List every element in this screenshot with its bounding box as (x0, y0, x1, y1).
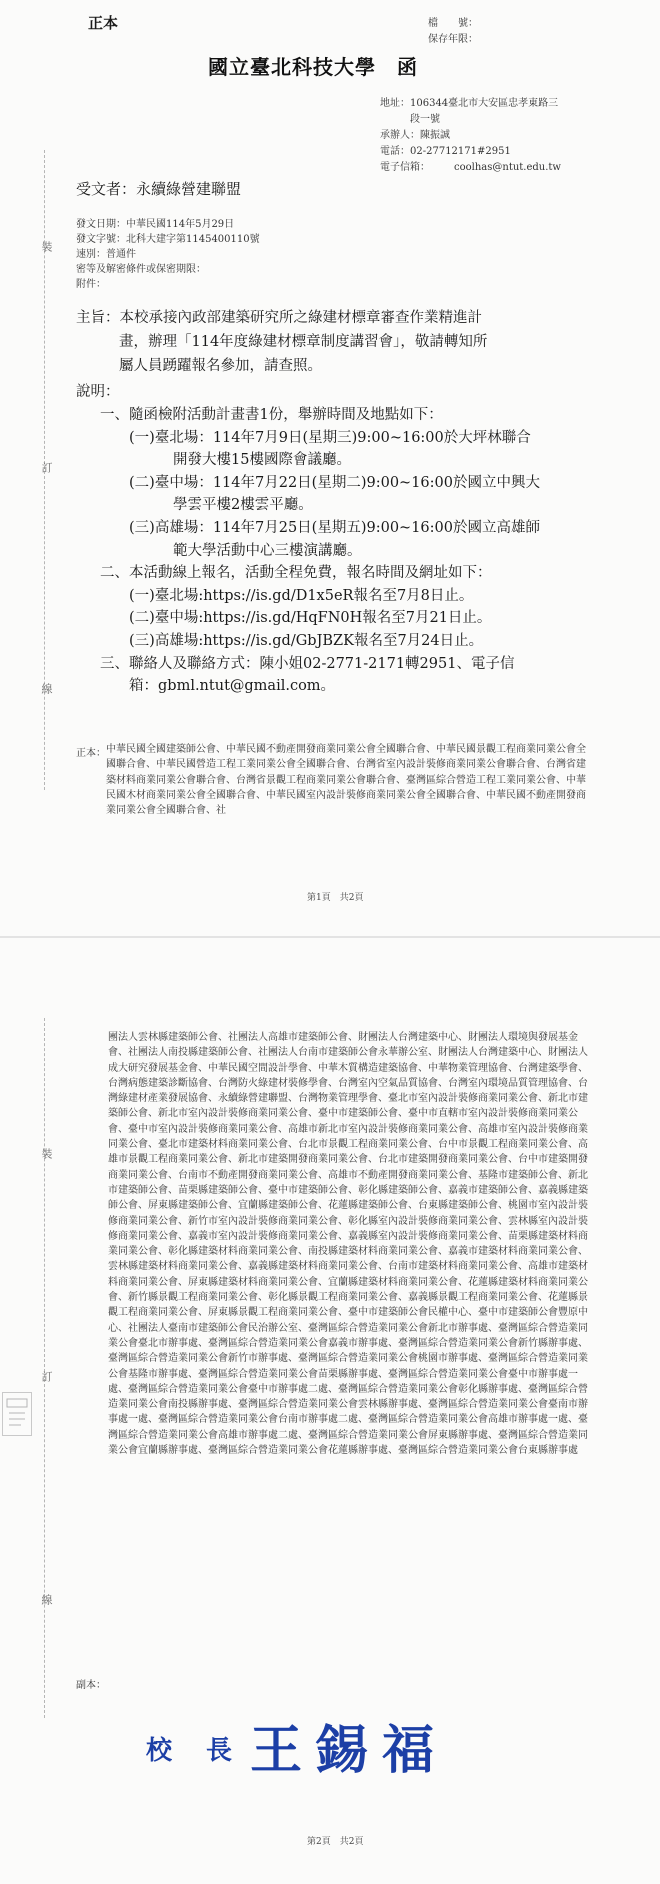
handler-name: 陳振誠 (420, 130, 450, 141)
email-value: coolhas@ntut.edu.tw (454, 162, 561, 173)
cc-list: 中華民國全國建築師公會、中華民國不動產開發商業同業公會全國聯合會、中華民國景觀工程商業同業公會全國聯合會、中華民國營造工程工業同業公會全國聯合會、台灣省室內設計裝修商業同業公會聯合會、台灣省建築材料商業同業公會聯合會、台灣省景觀工程商業同業公會聯合會、臺灣區綜合營造工程工業同業公會、中華民國木材商業同業公會全國聯合會、中華民國室內設計裝修商業同業公會全國聯合會、中華民國不動產開發商業同業公會全國聯合會、社 (106, 744, 586, 817)
binding-line (44, 1018, 45, 1718)
binding-mark: 線 (40, 1594, 53, 1605)
docno-label: 發文字號： (76, 234, 126, 245)
president-title: 校 長 (146, 1736, 237, 1766)
address-line2: 段一號 (410, 114, 440, 125)
document-page-2 (0, 938, 660, 1884)
attachment-label: 附件： (76, 279, 106, 290)
document-title: 國立臺北科技大學 函 (208, 55, 418, 79)
recipient-label: 受文者： (76, 180, 137, 198)
explain-item-2b: (二)臺中場:https://is.gd/HqFN0H報名至7月21日止。 (129, 610, 492, 627)
copy-label: 正本 (88, 14, 119, 32)
explain-label: 說明： (76, 384, 120, 400)
explain-item-1b-cont: 學雲平樓2樓雲平廳。 (173, 497, 313, 514)
explain-item-1: 一、隨函檢附活動計畫書1份，舉辦時間及地點如下： (100, 407, 443, 423)
explain-item-1c: (三)高雄場：114年7月25日(星期五)9:00~16:00於國立高雄師 (129, 519, 540, 536)
sender-info (380, 96, 561, 176)
secret-label: 密等及解密條件或保密期限： (76, 264, 206, 275)
president-name: 王錫福 (250, 1720, 449, 1781)
date-label: 發文日期： (76, 219, 126, 230)
received-stamp (2, 1392, 32, 1436)
explain-item-3: 三、聯絡人及聯絡方式：陳小姐02-2771-2171轉2951、電子信 (100, 655, 515, 672)
explain-item-2c: (三)高雄場:https://is.gd/GbJBZK報名至7月24日止。 (129, 632, 484, 649)
binding-mark: 裝 (40, 1148, 53, 1159)
retention-label: 保存年限： (428, 34, 478, 45)
subject-line: 主旨：本校承接內政部建築研究所之綠建材標章審查作業精進計 (76, 310, 482, 326)
document-page-1 (0, 0, 660, 938)
page-number: 第2頁 共2頁 (307, 1837, 364, 1847)
explain-item-1a: (一)臺北場：114年7月9日(星期三)9:00~16:00於大坪林聯合 (129, 429, 531, 446)
explain-item-1a-cont: 開發大樓15樓國際會議廳。 (173, 452, 351, 469)
subject-block (76, 306, 487, 378)
cc-label: 正本： (76, 748, 106, 759)
address-line1: 106344臺北市大安區忠孝東路三 (410, 98, 559, 109)
document-meta (76, 217, 260, 292)
binding-mark: 訂 (40, 462, 53, 473)
phone-value: 02-27712171#2951 (410, 146, 511, 157)
binding-mark: 線 (40, 683, 53, 694)
subject-line: 畫，辦理「114年度綠建材標章制度講習會」，敬請轉知所 (119, 334, 488, 350)
address-label: 地址： (380, 98, 410, 109)
file-no-label: 檔 號： (428, 18, 478, 29)
cc-list-continued: 團法人雲林縣建築師公會、社團法人高雄市建築師公會、財團法人台灣建築中心、財團法人環境與發展基金會、社團法人南投縣建築師公會、社團法人台南市建築師公會永華辦公室、財團法人台灣建築中心、財團法人成大研究發展基金會、中華民國空間設計學會、中華木質構造建築協會、中華物業管理協會、台灣建築學會、台灣病態建築診斷協會、台灣防火綠建材裝修學會、台灣室內空氣品質協會、台灣室內環境品質管理協會、台灣綠建材產業發展協會、永續綠營建聯盟、台灣物業管理學會、臺北市室內設計裝修商業同業公會、新北市建築師公會、新北市室內設計裝修商業同業公會、臺中市建築師公會、臺中市直轄市室內設計裝修商業同業公會、臺中市室內設計裝修商業同業公會、高雄市新北市室內設計裝修商業同業公會、高雄市室內設計裝修商業同業公會、臺北市建築材料商業同業公會、台北市景觀工程商業同業公會、台中市景觀工程商業同業公會、高雄市景觀工程商業同業公會、新北市建築開發商業同業公會、台北市建築開發商業同業公會、台中市建築開發商業同業公會、台南市不動產開發商業同業公會、高雄市不動產開發商業同業公會、基隆市建築師公會、新北市建築師公會、苗栗縣建築師公會、臺中市建築師公會、彰化縣建築師公會、嘉義市建築師公會、嘉義縣建築師公會、屏東縣建築師公會、宜蘭縣建築師公會、花蓮縣建築師公會、台東縣建築師公會、桃園市室內設計裝修商業同業公會、新竹市室內設計裝修商業同業公會、彰化縣室內設計裝修商業同業公會、雲林縣室內設計裝修商業同業公會、嘉義市室內設計裝修商業同業公會、嘉義縣室內設計裝修商業同業公會、苗栗縣建築材料商業同業公會、彰化縣建築材料商業同業公會、南投縣建築材料商業同業公會、嘉義市建築材料商業同業公會、雲林縣建築材料商業同業公會、嘉義縣建築材料商業同業公會、台南市建築材料商業同業公會、高雄市建築材料商業同業公會、屏東縣建築材料商業同業公會、宜蘭縣建築材料商業同業公會、花蓮縣建築材料商業同業公會、新竹縣景觀工程商業同業公會、彰化縣景觀工程商業同業公會、嘉義縣景觀工程商業同業公會、花蓮縣景觀工程商業同業公會、屏東縣景觀工程商業同業公會、臺中市建築師公會民權中心、臺中市建築師公會豐原中心、社團法人臺南市建築師公會民治辦公室、臺灣區綜合營造業同業公會新北市辦事處、臺灣區綜合營造業同業公會臺北市辦事處、臺灣區綜合營造業同業公會嘉義市辦事處、臺灣區綜合營造業同業公會新竹縣辦事處、臺灣區綜合營造業同業公會新竹市辦事處、臺灣區綜合營造業同業公會桃園市辦事處、臺灣區綜合營造業同業公會基隆市辦事處、臺灣區綜合營造業同業公會苗栗縣辦事處、臺灣區綜合營造業同業公會臺中市辦事處一處、臺灣區綜合營造業同業公會臺中市辦事處二處、臺灣區綜合營造業同業公會彰化縣辦事處、臺灣區綜合營造業同業公會南投縣辦事處、臺灣區綜合營造業同業公會雲林縣辦事處、臺灣區綜合營造業同業公會臺南市辦事處一處、臺灣區綜合營造業同業公會台南市辦事處二處、臺灣區綜合營造業同業公會高雄市辦事處一處、臺灣區綜合營造業同業公會高雄市辦事處二處、臺灣區綜合營造業同業公會屏東縣辦事處、臺灣區綜合營造業同業公會宜蘭縣辦事處、臺灣區綜合營造業同業公會花蓮縣辦事處、臺灣區綜合營造業同業公會台東縣辦事處 (108, 1032, 588, 1457)
speed-value: 普通件 (106, 249, 136, 260)
page-number: 第1頁 共2頁 (307, 893, 364, 903)
binding-mark: 裝 (40, 241, 53, 252)
phone-label: 電話： (380, 146, 410, 157)
recipient-line (76, 178, 241, 199)
docno-value: 北科大建字第1145400110號 (126, 234, 260, 245)
speed-label: 速別： (76, 249, 106, 260)
recipient-name: 永續綠營建聯盟 (136, 180, 242, 198)
explain-item-1c-cont: 範大學活動中心三樓演講廳。 (173, 542, 362, 559)
secondary-copy-label: 副本： (76, 1680, 106, 1691)
explain-item-1b: (二)臺中場：114年7月22日(星期二)9:00~16:00於國立中興大 (129, 474, 540, 491)
explain-item-2a: (一)臺北場:https://is.gd/D1x5eR報名至7月8日止。 (129, 587, 474, 604)
email-label: 電子信箱： (380, 162, 430, 173)
explanation-block (100, 404, 540, 698)
explain-item-2: 二、本活動線上報名，活動全程免費，報名時間及網址如下： (100, 565, 492, 582)
explain-item-3-cont: 箱：gbml.ntut@gmail.com。 (129, 678, 336, 695)
subject-line: 屬人員踴躍報名參加，請查照。 (119, 358, 322, 374)
handler-label: 承辦人： (380, 130, 420, 141)
stamp-marks-icon (3, 1393, 31, 1435)
date-value: 中華民國114年5月29日 (126, 219, 235, 230)
binding-mark: 訂 (40, 1371, 53, 1382)
